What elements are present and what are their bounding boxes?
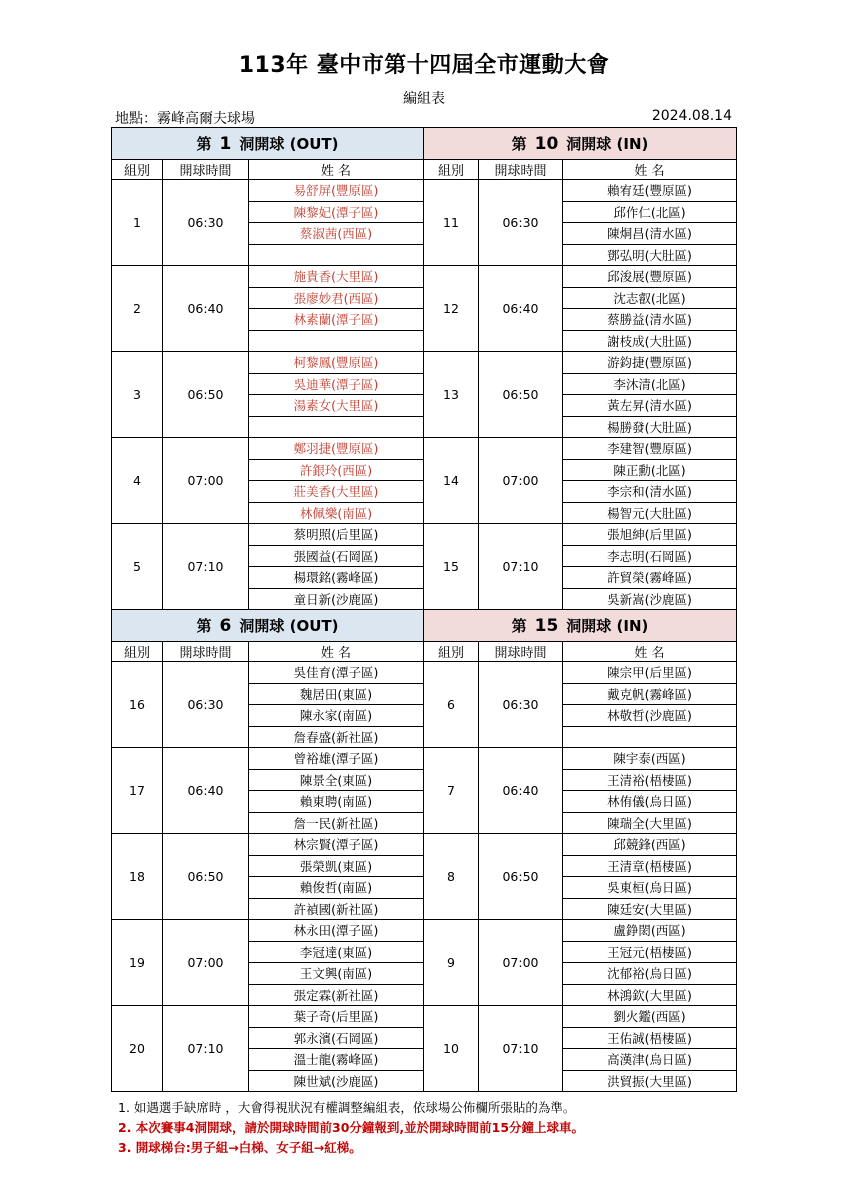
tee-time: 07:10 [163, 1006, 249, 1092]
group-number: 2 [112, 266, 163, 352]
tee-time: 06:50 [479, 834, 563, 920]
group-number: 10 [424, 1006, 479, 1092]
player-name: 許禎國(新社區) [249, 898, 424, 920]
group-number: 9 [424, 920, 479, 1006]
group-number: 15 [424, 524, 479, 610]
player-name: 謝枝成(大肚區) [563, 330, 737, 352]
column-header-group: 組別 [112, 160, 163, 180]
column-header-name: 姓 名 [249, 160, 424, 180]
group-number: 1 [112, 180, 163, 266]
group-number: 3 [112, 352, 163, 438]
in-hole-prefix: 第 [511, 617, 527, 635]
tee-time: 07:00 [163, 920, 249, 1006]
player-name: 沈郁裕(烏日區) [563, 963, 737, 985]
player-name: 陳永家(南區) [249, 705, 424, 727]
group-number: 18 [112, 834, 163, 920]
player-name: 洪貿振(大里區) [563, 1070, 737, 1092]
player-name: 吳佳育(潭子區) [249, 662, 424, 684]
group-number: 12 [424, 266, 479, 352]
player-name: 童日新(沙鹿區) [249, 588, 424, 610]
group-number: 8 [424, 834, 479, 920]
player-name: 游鈞捷(豐原區) [563, 352, 737, 374]
column-header-time: 開球時間 [479, 642, 563, 662]
date-label: 2024.08.14 [651, 108, 732, 124]
in-hole-number: 15 [534, 616, 559, 636]
player-name: 吳東桓(烏日區) [563, 877, 737, 899]
group-number: 20 [112, 1006, 163, 1092]
player-name: 戴克帆(霧峰區) [563, 683, 737, 705]
tee-time: 06:40 [163, 266, 249, 352]
section-header-in [424, 128, 737, 160]
player-name: 王冠元(梧棲區) [563, 941, 737, 963]
player-name: 陳景全(東區) [249, 769, 424, 791]
player-name [249, 244, 424, 266]
column-header-time: 開球時間 [163, 160, 249, 180]
player-name: 張旭紳(后里區) [563, 524, 737, 546]
page-subtitle: 編組表 [403, 91, 445, 107]
player-name: 湯素女(大里區) [249, 395, 424, 417]
tee-time: 06:40 [479, 748, 563, 834]
player-name [563, 726, 737, 748]
player-name: 賴東聘(南區) [249, 791, 424, 813]
column-header-group: 組別 [424, 642, 479, 662]
player-name: 鄧弘明(大肚區) [563, 244, 737, 266]
player-name: 吳迪華(潭子區) [249, 373, 424, 395]
note-1: 1. 如遇選手缺席時 ，大會得視狀況有權調整編組表，依球場公佈欄所張貼的為準。 [118, 1100, 576, 1115]
player-name: 張國益(石岡區) [249, 545, 424, 567]
group-number: 4 [112, 438, 163, 524]
player-name: 許銀玲(西區) [249, 459, 424, 481]
note-3: 3. 開球梯台:男子組→白梯、女子組→紅梯。 [118, 1140, 362, 1155]
player-name: 易舒屏(豐原區) [249, 180, 424, 202]
tee-time: 06:30 [163, 180, 249, 266]
player-name: 魏居田(東區) [249, 683, 424, 705]
column-header-time: 開球時間 [163, 642, 249, 662]
group-number: 13 [424, 352, 479, 438]
column-header-name: 姓 名 [563, 160, 737, 180]
player-name: 林宗賢(潭子區) [249, 834, 424, 856]
out-hole-number: 6 [219, 616, 232, 636]
player-name: 王清裕(梧棲區) [563, 769, 737, 791]
page-title: 113年 臺中市第十四屆全市運動大會 [238, 53, 610, 78]
player-name: 李建智(豐原區) [563, 438, 737, 460]
section-header [112, 610, 737, 642]
tee-time: 07:00 [163, 438, 249, 524]
player-name: 蔡明照(后里區) [249, 524, 424, 546]
player-name: 李冠達(東區) [249, 941, 424, 963]
column-header-group: 組別 [112, 642, 163, 662]
in-hole-suffix: 洞開球 (IN) [566, 135, 649, 153]
tee-time: 07:10 [479, 524, 563, 610]
player-name: 林佩樂(南區) [249, 502, 424, 524]
player-name: 楊智元(大肚區) [563, 502, 737, 524]
player-name: 林素蘭(潭子區) [249, 309, 424, 331]
group-number: 14 [424, 438, 479, 524]
player-name: 詹一民(新社區) [249, 812, 424, 834]
player-name [249, 416, 424, 438]
player-name: 高漢津(烏日區) [563, 1049, 737, 1071]
tee-time: 07:10 [479, 1006, 563, 1092]
player-name: 陳廷安(大里區) [563, 898, 737, 920]
player-name: 林侑儀(烏日區) [563, 791, 737, 813]
player-name: 郭永濱(石岡區) [249, 1027, 424, 1049]
tee-time: 06:30 [479, 180, 563, 266]
player-name: 林敬哲(沙鹿區) [563, 705, 737, 727]
tee-time: 06:40 [163, 748, 249, 834]
tee-time: 06:50 [163, 352, 249, 438]
player-name: 莊美香(大里區) [249, 481, 424, 503]
player-name: 柯黎鳳(豐原區) [249, 352, 424, 374]
tee-time: 06:30 [163, 662, 249, 748]
player-name: 蔡淑茜(西區) [249, 223, 424, 245]
player-name: 陳烔昌(清水區) [563, 223, 737, 245]
tee-time: 06:30 [479, 662, 563, 748]
player-name: 陳正勳(北區) [563, 459, 737, 481]
player-name: 張定霖(新社區) [249, 984, 424, 1006]
player-name: 劉火鑑(西區) [563, 1006, 737, 1028]
table-row [112, 662, 737, 684]
table-row [112, 180, 737, 202]
player-name: 王清章(梧棲區) [563, 855, 737, 877]
section-header-out [112, 128, 424, 160]
table-row [112, 352, 737, 374]
tee-time: 06:50 [479, 352, 563, 438]
in-hole-number: 10 [534, 134, 559, 154]
player-name: 張榮凱(東區) [249, 855, 424, 877]
table-row [112, 834, 737, 856]
player-name: 曾裕雄(潭子區) [249, 748, 424, 770]
player-name: 李宗和(清水區) [563, 481, 737, 503]
player-name: 楊環銘(霧峰區) [249, 567, 424, 589]
in-hole-suffix: 洞開球 (IN) [566, 617, 649, 635]
player-name: 王佑誠(梧棲區) [563, 1027, 737, 1049]
player-name: 邱作仁(北區) [563, 201, 737, 223]
player-name: 葉子奇(后里區) [249, 1006, 424, 1028]
player-name: 沈志叡(北區) [563, 287, 737, 309]
column-header-row [112, 160, 737, 180]
group-number: 11 [424, 180, 479, 266]
group-number: 7 [424, 748, 479, 834]
player-name: 許貿榮(霧峰區) [563, 567, 737, 589]
table-row [112, 438, 737, 460]
notes [118, 1098, 584, 1158]
table-row [112, 524, 737, 546]
player-name: 賴宥廷(豐原區) [563, 180, 737, 202]
out-hole-suffix: 洞開球 (OUT) [239, 617, 339, 635]
section-header [112, 128, 737, 160]
group-number: 19 [112, 920, 163, 1006]
tee-time: 06:40 [479, 266, 563, 352]
out-hole-suffix: 洞開球 (OUT) [239, 135, 339, 153]
player-name: 邱浚展(豐原區) [563, 266, 737, 288]
section-header-in [424, 610, 737, 642]
player-name: 吳新嵩(沙鹿區) [563, 588, 737, 610]
table-row [112, 266, 737, 288]
tee-time: 07:00 [479, 920, 563, 1006]
player-name: 黃左昇(清水區) [563, 395, 737, 417]
column-header-name: 姓 名 [563, 642, 737, 662]
table-row [112, 1006, 737, 1028]
location-label: 地點：霧峰高爾夫球場 [115, 111, 255, 127]
player-name: 邱競鋒(西區) [563, 834, 737, 856]
player-name: 林永田(潭子區) [249, 920, 424, 942]
tee-time: 06:50 [163, 834, 249, 920]
group-number: 6 [424, 662, 479, 748]
column-header-time: 開球時間 [479, 160, 563, 180]
player-name [249, 330, 424, 352]
player-name: 詹春盛(新社區) [249, 726, 424, 748]
in-hole-prefix: 第 [511, 135, 527, 153]
group-number: 17 [112, 748, 163, 834]
player-name: 盧錚閎(西區) [563, 920, 737, 942]
out-hole-prefix: 第 [196, 135, 212, 153]
player-name: 楊勝發(大肚區) [563, 416, 737, 438]
player-name: 溫士龍(霧峰區) [249, 1049, 424, 1071]
table-row [112, 920, 737, 942]
player-name: 賴俊哲(南區) [249, 877, 424, 899]
tee-time: 07:10 [163, 524, 249, 610]
player-name: 陳世斌(沙鹿區) [249, 1070, 424, 1092]
player-name: 陳宇泰(西區) [563, 748, 737, 770]
schedule-table [111, 127, 737, 1092]
player-name: 蔡勝益(清水區) [563, 309, 737, 331]
player-name: 李沐清(北區) [563, 373, 737, 395]
group-number: 5 [112, 524, 163, 610]
out-hole-prefix: 第 [196, 617, 212, 635]
note-2: 2. 本次賽事4洞開球，請於開球時間前30分鐘報到,並於開球時間前15分鐘上球車。 [118, 1120, 585, 1135]
tee-time: 07:00 [479, 438, 563, 524]
column-header-row [112, 642, 737, 662]
player-name: 施貴香(大里區) [249, 266, 424, 288]
player-name: 林鴻欽(大里區) [563, 984, 737, 1006]
group-number: 16 [112, 662, 163, 748]
column-header-name: 姓 名 [249, 642, 424, 662]
section-header-out [112, 610, 424, 642]
player-name: 王文興(南區) [249, 963, 424, 985]
player-name: 張廖妙君(西區) [249, 287, 424, 309]
out-hole-number: 1 [219, 134, 232, 154]
player-name: 鄭羽捷(豐原區) [249, 438, 424, 460]
player-name: 陳宗甲(后里區) [563, 662, 737, 684]
player-name: 李志明(石岡區) [563, 545, 737, 567]
column-header-group: 組別 [424, 160, 479, 180]
table-row [112, 748, 737, 770]
player-name: 陳瑞全(大里區) [563, 812, 737, 834]
player-name: 陳黎妃(潭子區) [249, 201, 424, 223]
